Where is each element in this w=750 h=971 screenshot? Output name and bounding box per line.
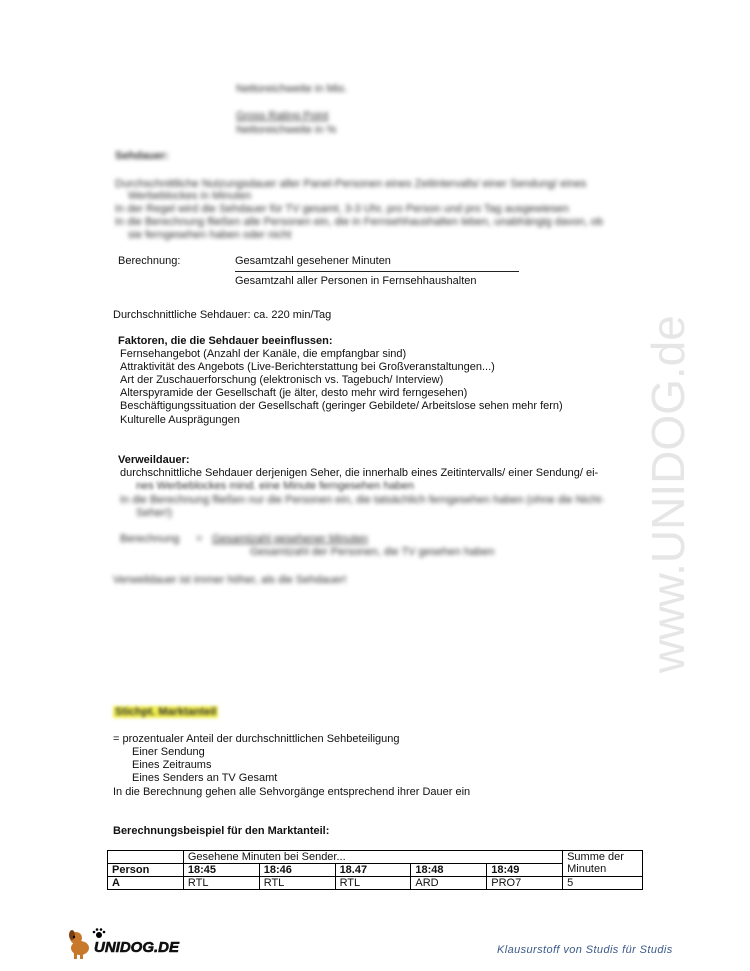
table-row <box>108 851 643 864</box>
table-cell: RTL <box>259 877 335 890</box>
table-time: 18:46 <box>259 864 335 877</box>
marktanteil-note: In die Berechnung gehen alle Sehvorgänge entsprechend ihrer Dauer ein <box>113 786 471 798</box>
durchschnitt-text: Durchschnittliche Sehdauer: ca. 220 min/Tag <box>113 309 332 321</box>
table-sum-header: Summe der Minuten <box>563 851 643 877</box>
sehdauer-text: Werbeblockes in Minuten <box>128 190 252 202</box>
faktoren-item: Attraktivität des Angebots (Live-Berichterstattung bei Großveranstaltungen...) <box>120 361 495 373</box>
berechnung-numerator: Gesamtzahl gesehener Minuten <box>235 255 391 267</box>
table-cell: RTL <box>335 877 411 890</box>
sehdauer-text: In die Berechnung fließen alle Personen ein, die in Fernsehhaushalten leben, unabhängig davon, ob <box>115 216 604 228</box>
berechnung-denominator: Gesamtzahl aller Personen in Fernsehhaushalten <box>235 275 477 287</box>
table-header-span: Gesehene Minuten bei Sender... <box>183 851 562 864</box>
table-person: A <box>108 877 184 890</box>
blurred-line: Nettoreichweite in % <box>236 124 337 136</box>
table-sum: 5 <box>563 877 643 890</box>
sehdauer-heading: Sehdauer: <box>115 150 169 162</box>
berechnung-label: Berechnung: <box>118 255 181 267</box>
faktoren-heading: Faktoren, die die Sehdauer beeinflussen: <box>118 335 333 347</box>
verweildauer-calc-label: Berechnung <box>120 533 180 545</box>
table-cell: PRO7 <box>487 877 563 890</box>
verweildauer-text: nes Werbeblockes mind. eine Minute ferngesehen haben <box>136 480 415 492</box>
faktoren-item: Alterspyramide der Gesellschaft (je älter, desto mehr wird ferngesehen) <box>120 387 468 399</box>
table-time: 18:45 <box>183 864 259 877</box>
watermark <box>640 255 700 675</box>
verweildauer-text: durchschnittliche Sehdauer derjenigen Seher, die innerhalb eines Zeitintervalls/ einer Sendung/ ei- <box>120 467 599 479</box>
marktanteil-heading: Stichpt. Marktanteil <box>115 706 217 718</box>
watermark-text: www.UNIDOG.de <box>642 315 694 673</box>
blurred-line: Nettoreichweite in Mio. <box>236 83 348 95</box>
unidog-logo <box>66 926 186 960</box>
sehdauer-text: sie ferngesehen haben oder nicht <box>128 229 292 241</box>
table-person-label: Person <box>108 864 184 877</box>
verweildauer-heading: Verweildauer: <box>118 454 190 466</box>
footer-tagline: Klausurstoff von Studis für Studis <box>497 944 673 956</box>
table-cell: ARD <box>411 877 487 890</box>
verweildauer-text: Seher!) <box>136 507 173 519</box>
sehdauer-text: Durchschnittliche Nutzungsdauer aller Panel-Personen eines Zeitintervalls/ einer Sendung/ eines <box>115 178 587 190</box>
table-row <box>108 864 643 877</box>
logo-text: UNIDOG.DE <box>94 939 180 956</box>
verweildauer-note: Verweildauer ist immer höher, als die Sehdauer! <box>113 574 347 586</box>
table-time: 18.47 <box>335 864 411 877</box>
marktanteil-sub: Eines Senders an TV Gesamt <box>132 772 278 784</box>
table-time: 18:48 <box>411 864 487 877</box>
table-cell: RTL <box>183 877 259 890</box>
sehdauer-text: In der Regel wird die Sehdauer für TV gesamt, 3-3 Uhr, pro Person und pro Tag ausgewiesen <box>115 203 569 215</box>
faktoren-item: Beschäftigungssituation der Gesellschaft (geringer Gebildete/ Arbeitslose sehen mehr fern) <box>120 400 563 412</box>
blurred-line: Gross Rating Point <box>236 110 329 122</box>
marktanteil-table <box>107 850 643 890</box>
marktanteil-definition: = prozentualer Anteil der durchschnittlichen Sehbeteiligung <box>113 733 400 745</box>
verweildauer-text: In die Berechnung fließen nur die Personen ein, die tatsächlich ferngesehen haben (ohne die Nicht- <box>120 494 605 506</box>
verweildauer-calc-eq: = <box>196 533 203 545</box>
example-heading: Berechnungsbeispiel für den Marktanteil: <box>113 825 330 837</box>
verweildauer-calc-numerator: Gesamtzahl gesehener Minuten <box>212 533 368 545</box>
table-row <box>108 877 643 890</box>
verweildauer-calc-denominator: Gesamtzahl der Personen, die TV gesehen haben <box>250 546 495 558</box>
fraction-line <box>235 271 519 272</box>
marktanteil-sub: Eines Zeitraums <box>132 759 212 771</box>
marktanteil-sub: Einer Sendung <box>132 746 205 758</box>
table-time: 18:49 <box>487 864 563 877</box>
table-cell <box>108 851 184 864</box>
faktoren-item: Fernsehangebot (Anzahl der Kanäle, die empfangbar sind) <box>120 348 407 360</box>
faktoren-item: Kulturelle Ausprägungen <box>120 414 240 426</box>
faktoren-item: Art der Zuschauerforschung (elektronisch vs. Tagebuch/ Interview) <box>120 374 444 386</box>
